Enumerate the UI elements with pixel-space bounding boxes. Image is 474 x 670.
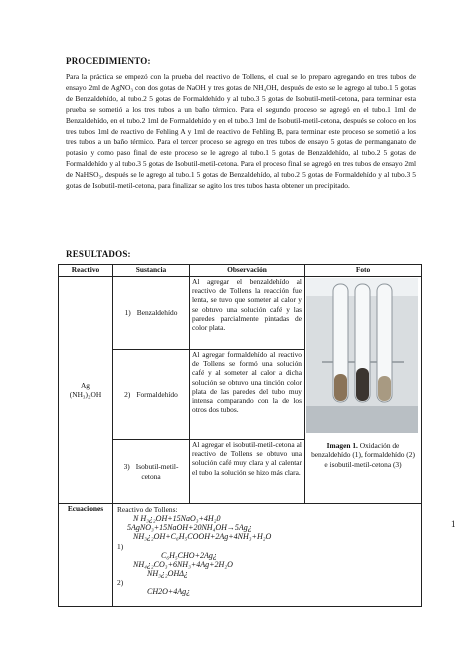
header-reactivo: Reactivo <box>59 265 113 277</box>
header-observacion: Observación <box>190 265 305 277</box>
equation-line: 5AgNO₃+15NaOH+20NH₄OH→5Ag¿ <box>127 523 252 533</box>
equation-number: 2) <box>117 578 124 588</box>
photo-cell <box>305 277 422 504</box>
table-header-row <box>59 265 422 277</box>
photo-caption: Imagen 1. Oxidación de benzaldehído (1), formaldehído (2) e isobutil-metil-cetona (3) <box>311 441 415 469</box>
observation-cell: Al agregar formaldehído al reactivo de Tollens se formó una solución café y al someter al calor a dicha solución se obtuvo una tinción color plata de las paredes del tubo muy intensa comparando con la de los otros dos tubos. <box>190 350 305 440</box>
substance-cell <box>113 440 190 504</box>
observation-cell: Al agregar el benzaldehído al reactivo de Tollens la reacción fue lenta, se tuvo que someter al calor y se obtuvo una solución café y las paredes parcialmente pintadas de color plata. <box>190 277 305 350</box>
substance-number: 1) <box>124 308 131 318</box>
header-sustancia: Sustancia <box>113 265 190 277</box>
reagent-line1: Ag <box>80 380 91 390</box>
equation-line: N H₃¿₂OH+15NaO₃+4H₂0 <box>133 514 221 523</box>
equations-label: Ecuaciones <box>59 504 113 607</box>
header-foto: Foto <box>305 265 422 277</box>
substance-number: 2) <box>124 389 131 399</box>
results-heading: RESULTADOS: <box>66 249 131 259</box>
test-tubes-photo <box>306 278 418 433</box>
test-tube-3 <box>377 284 392 402</box>
observation-cell: Al agregar el isobutil-metil-cetona al reactivo de Tollens se obtuvo una solución café muy clara y al calentar el tubo la solución se hizo más clara. <box>190 440 305 504</box>
equations-cell <box>113 504 422 607</box>
substance-cell <box>113 350 190 440</box>
test-tube-2 <box>355 284 370 402</box>
test-tube-1 <box>333 284 348 402</box>
equation-line: NH₄¿₂CO₃+6NH₃+4Ag+2H₂O <box>133 559 233 569</box>
substance-number: 3) <box>123 462 130 472</box>
equation-line: CH2O+4Ag¿ <box>147 587 191 597</box>
substance-name: Isobutil-metil-cetona <box>135 462 179 481</box>
procedure-paragraph: Para la práctica se empezó con la prueba del reactivo de Tollens, el cual se lo preparo agregando en tres tubos de ensayo 2ml de AgNO₃ con dos gotas de NaOH y tres gotas de NH₄OH, después de esto se le agrego al tubo.1 5 gotas de Benzaldehído, al tubo.2 5 gotas de Formaldehído y al tubo.3 5 gotas de Isobutil-metil-cetona, para terminar esta prueba se sometió a los tres tubos a un baño térmico. Para el segundo proceso se agregó en el tubo.1 1ml de Benzaldehído, en el tubo.2 1ml de Formaldehído y en el tubo.3 1ml de Isobutil-metil-cetona, después se coloco en los tres tubos 1ml de reactivo de Fehling A y 1ml de reactivo de Fehling B, para terminar este proceso se sometió a los tres tubos a un baño térmico. Para el tercer proceso se agrego en tres tubos de ensayo 5 gotas de permanganato de potasio y como paso final de este proceso se le agrego al tubo.1 5 gotas de Benzaldehído, al tubo.2 5 gotas de Formaldehído y al tubo.3 5 gotas de Isobutil-metil-cetona. Para el proceso final se agregó en tres tubos de ensayo 2ml de NaHSO₃, después se le agrego al tubo.1 5 gotas de Benzaldehído, al tubo.2 5 gotas de Formaldehído y al tubo.3 5 gotas de Isobutil-metil-cetona, para finalizar se agito los tres tubos hasta obtener un precipitado. <box>66 72 416 191</box>
substance-name: Benzaldehído <box>136 308 178 318</box>
table-row <box>59 277 422 350</box>
equations-intro: Reactivo de Tollens: <box>117 505 178 514</box>
substance-cell <box>113 277 190 350</box>
equation-line: NH₃¿₂OH+C₆H₅COOH+2Ag+4NH₃+H₂O <box>133 532 272 542</box>
equation-number: 1) <box>117 541 124 551</box>
equation-line: NH₃¿₂OHΔ¿ <box>147 569 188 579</box>
procedure-heading: PROCEDIMIENTO: <box>66 56 151 66</box>
substance-name: Formaldehído <box>136 389 178 399</box>
reagent-line2: (NH₃)₂OH <box>69 390 102 399</box>
results-table <box>58 264 422 607</box>
page-number: 1 <box>451 519 456 529</box>
reagent-cell <box>59 277 113 504</box>
equations-row <box>59 504 422 607</box>
equation-line: C₆H₅CHO+2Ag¿ <box>161 550 217 560</box>
